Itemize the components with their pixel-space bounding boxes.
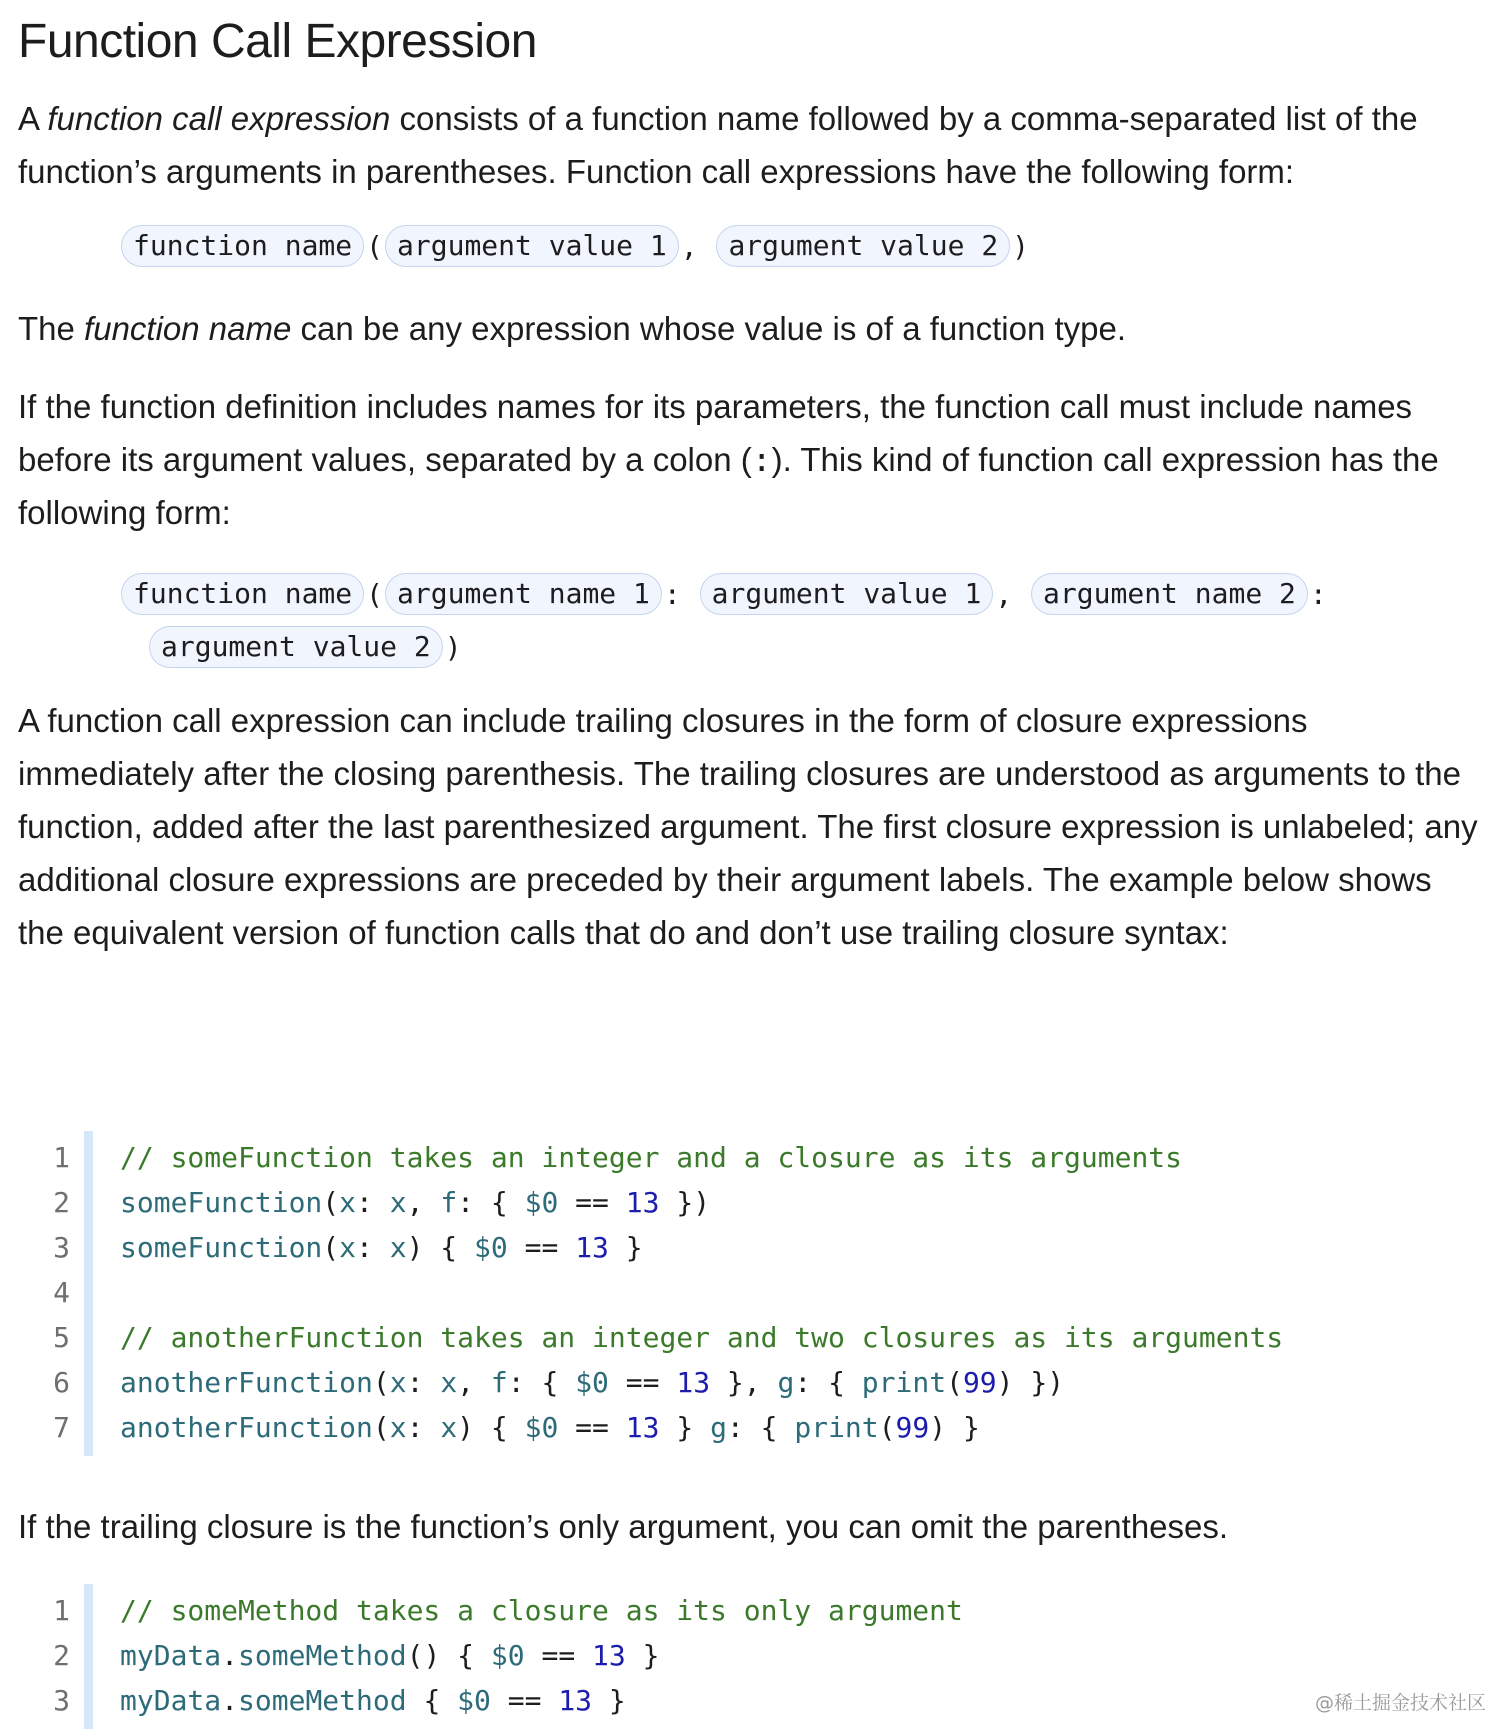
code-token: x: [339, 1186, 357, 1219]
code-token: {: [406, 1684, 458, 1717]
code-token: :: [406, 1411, 441, 1444]
code-token: x: [389, 1366, 407, 1399]
code-token: (: [322, 1186, 340, 1219]
code-token: (: [322, 1231, 340, 1264]
code-token: 13: [592, 1639, 626, 1672]
code-gutter-bar: [84, 1131, 93, 1456]
code-token: : {: [507, 1366, 576, 1399]
code-token: print: [861, 1366, 947, 1399]
code-token: // someFunction takes an integer and a closure as its arguments: [120, 1141, 1183, 1174]
code-token: 99: [962, 1366, 997, 1399]
intro-paragraph: [18, 92, 1478, 198]
code-token: print: [794, 1411, 879, 1444]
line-number: 5: [53, 1321, 70, 1354]
code-text: [120, 1135, 1182, 1180]
code-token: 99: [895, 1411, 930, 1444]
code-token: (: [372, 1366, 390, 1399]
code-token: g: [710, 1411, 727, 1444]
code-token: }: [659, 1411, 711, 1444]
parameter-names-text-start: If the function definition includes names for its parameters, the function call must include names before its argument values, separated by a colon (: [18, 388, 1413, 478]
grammar-pill-argument-name-1: argument name 1: [385, 573, 662, 615]
code-token: someFunction: [120, 1231, 323, 1264]
code-token: (: [946, 1366, 963, 1399]
code-token: :: [356, 1231, 390, 1264]
code-token: : {: [457, 1186, 525, 1219]
line-number: 7: [53, 1411, 70, 1444]
grammar-comma: ,: [680, 229, 698, 263]
parameter-names-paragraph: [18, 380, 1478, 539]
line-number: 1: [53, 1594, 70, 1627]
code-token: f: [490, 1366, 508, 1399]
code-token: f: [440, 1186, 458, 1219]
code-token: 13: [558, 1684, 593, 1717]
code-token: someFunction: [120, 1186, 323, 1219]
page-title: Function Call Expression: [18, 15, 537, 68]
grammar-pill-function-name: function name: [121, 225, 364, 267]
line-number: 6: [53, 1366, 70, 1399]
code-token: ==: [558, 1411, 626, 1444]
code-text: [120, 1360, 1064, 1405]
intro-emphasis: function call expression: [47, 100, 391, 137]
code-token: .: [221, 1684, 239, 1717]
line-number: 1: [53, 1141, 70, 1174]
code-token: },: [710, 1366, 778, 1399]
code-token: someMethod: [238, 1684, 407, 1717]
grammar-labeled-call-line-1: [121, 566, 1329, 621]
code-token: g: [777, 1366, 795, 1399]
code-text: [120, 1405, 980, 1450]
grammar-open-paren: (: [366, 229, 384, 263]
code-gutter-bar: [84, 1584, 93, 1729]
code-token: (: [878, 1411, 896, 1444]
line-number: 2: [53, 1639, 70, 1672]
grammar-pill-argument-value-2: argument value 2: [149, 626, 443, 668]
code-token: $0: [524, 1411, 559, 1444]
code-token: }: [592, 1684, 626, 1717]
code-token: }: [625, 1639, 660, 1672]
code-token: // someMethod takes a closure as its only argument: [120, 1594, 963, 1627]
code-text: [120, 1633, 659, 1678]
code-token: }: [608, 1231, 643, 1264]
code-token: (: [372, 1411, 390, 1444]
code-token: x: [389, 1411, 407, 1444]
grammar-colon: :: [1309, 577, 1327, 611]
trailing-closures-paragraph: A function call expression can include trailing closures in the form of closure expressions immediately after the closing parenthesis. The trailing closures are understood as arguments to the function, added after the last parenthesized argument. The first closure expression is unlabeled; any additional closure expressions are preceded by their argument labels. The example below shows the equivalent version of function calls that do and don’t use trailing closure syntax:: [18, 702, 1478, 951]
grammar-pill-argument-name-2: argument name 2: [1031, 573, 1308, 615]
code-token: anotherFunction: [120, 1366, 373, 1399]
code-text: [120, 1678, 626, 1723]
watermark: @稀土掘金技术社区: [1314, 1692, 1486, 1714]
code-token: $0: [524, 1186, 559, 1219]
code-token: ==: [524, 1639, 593, 1672]
code-token: x: [440, 1366, 458, 1399]
grammar-pill-argument-value-1: argument value 1: [385, 225, 679, 267]
code-token: ) {: [406, 1231, 475, 1264]
code-token: :: [406, 1366, 441, 1399]
code-text: [120, 1315, 1283, 1360]
code-token: 13: [625, 1411, 660, 1444]
grammar-pill-argument-value-1: argument value 1: [700, 573, 994, 615]
code-token: x: [389, 1186, 407, 1219]
line-number: 2: [53, 1186, 70, 1219]
code-token: ==: [608, 1366, 677, 1399]
grammar-labeled-call-line-2: [149, 619, 464, 674]
function-name-paragraph: [18, 302, 1478, 355]
intro-text-start: A: [18, 100, 48, 137]
code-token: ) }): [996, 1366, 1065, 1399]
code-token: $0: [474, 1231, 508, 1264]
parameter-names-text-end: ). This kind of function call expression has the following form:: [18, 441, 1439, 531]
code-token: : {: [726, 1411, 795, 1444]
code-token: x: [339, 1231, 357, 1264]
code-text: [120, 1225, 643, 1270]
code-text: [120, 1588, 963, 1633]
code-token: x: [389, 1231, 407, 1264]
grammar-function-call: [121, 218, 1031, 273]
code-token: : {: [794, 1366, 862, 1399]
colon-code: :: [751, 440, 772, 479]
code-token: :: [356, 1186, 390, 1219]
code-token: ==: [558, 1186, 626, 1219]
grammar-close-paren: ): [1012, 229, 1030, 263]
code-text: [120, 1180, 710, 1225]
code-token: () {: [406, 1639, 491, 1672]
code-token: $0: [490, 1639, 525, 1672]
code-token: $0: [575, 1366, 609, 1399]
intro-text-end: consists of a function name followed by a comma-separated list of the function’s arguments in parentheses. Function call expressions have the following form:: [18, 100, 1418, 190]
code-token: ) {: [457, 1411, 525, 1444]
code-token: .: [221, 1639, 239, 1672]
grammar-comma: ,: [995, 577, 1013, 611]
code-token: $0: [457, 1684, 491, 1717]
grammar-close-paren: ): [444, 630, 462, 664]
code-token: myData: [120, 1639, 222, 1672]
code-token: myData: [120, 1684, 222, 1717]
function-name-text-start: The: [18, 310, 85, 347]
grammar-colon: :: [663, 577, 681, 611]
line-number: 3: [53, 1684, 70, 1717]
line-number: 3: [53, 1231, 70, 1264]
code-token: 13: [575, 1231, 609, 1264]
code-token: }): [659, 1186, 711, 1219]
grammar-open-paren: (: [366, 577, 384, 611]
line-number: 4: [53, 1276, 70, 1309]
code-token: ==: [490, 1684, 559, 1717]
code-token: 13: [676, 1366, 711, 1399]
function-name-text-end: can be any expression whose value is of a function type.: [291, 310, 1127, 347]
code-token: ,: [406, 1186, 441, 1219]
code-token: 13: [625, 1186, 660, 1219]
function-name-emphasis: function name: [84, 310, 292, 347]
code-token: ,: [457, 1366, 491, 1399]
code-token: ==: [507, 1231, 576, 1264]
code-token: x: [440, 1411, 458, 1444]
code-token: anotherFunction: [120, 1411, 373, 1444]
code-token: ) }: [929, 1411, 980, 1444]
grammar-pill-argument-value-2: argument value 2: [716, 225, 1010, 267]
code-token: // anotherFunction takes an integer and two closures as its arguments: [120, 1321, 1284, 1354]
grammar-pill-function-name: function name: [121, 573, 364, 615]
code-token: someMethod: [238, 1639, 407, 1672]
only-argument-paragraph: If the trailing closure is the function’s only argument, you can omit the parentheses.: [18, 1508, 1229, 1545]
